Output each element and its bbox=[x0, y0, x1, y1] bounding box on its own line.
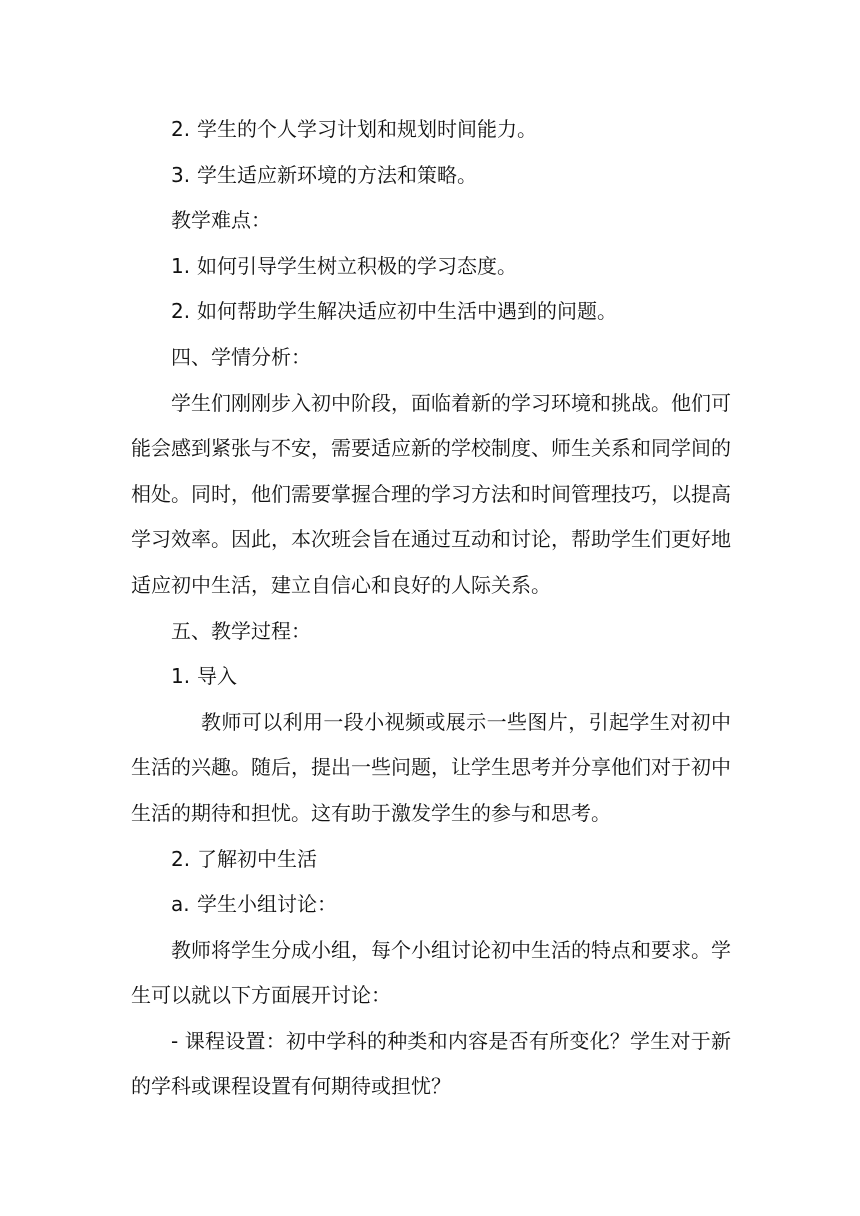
list-text: 学生适应新环境的方法和策略。 bbox=[197, 162, 477, 187]
list-text: 学生小组讨论： bbox=[197, 892, 337, 917]
list-number: 2. bbox=[171, 846, 191, 871]
step-2-heading bbox=[131, 837, 731, 883]
list-text: 学生的个人学习计划和规划时间能力。 bbox=[197, 117, 537, 141]
bullet-course-settings: - 课程设置：初中学科的种类和内容是否有所变化？学生对于新的学科或课程设置有何期待或担忧？ bbox=[131, 1028, 731, 1099]
list-number: 1. bbox=[171, 253, 191, 278]
list-number: a. bbox=[171, 892, 190, 917]
step-2a-paragraph: 教师将学生分成小组，每个小组讨论初中生活的特点和要求。学生可以就以下方面展开讨论： bbox=[131, 937, 731, 1008]
list-number: 2. bbox=[171, 117, 191, 141]
list-number: 3. bbox=[171, 162, 191, 187]
step-1-paragraph: 教师可以利用一段小视频或展示一些图片，引起学生对初中生活的兴趣。随后，提出一些问题，让学生思考并分享他们对于初中生活的期待和担忧。这有助于激发学生的参与和思考。 bbox=[131, 709, 731, 825]
focus-item-2 bbox=[131, 107, 731, 153]
focus-item-3 bbox=[131, 153, 731, 199]
difficulty-item-1 bbox=[131, 244, 731, 290]
section-4-heading: 四、学情分析： bbox=[171, 344, 311, 369]
section-5-heading: 五、教学过程： bbox=[171, 618, 311, 643]
document-body bbox=[131, 107, 731, 1110]
list-text: 如何帮助学生解决适应初中生活中遇到的问题。 bbox=[197, 299, 617, 324]
step-1-heading bbox=[131, 654, 731, 700]
list-text: 了解初中生活 bbox=[197, 846, 317, 871]
difficulty-heading: 教学难点： bbox=[171, 208, 271, 233]
list-number: 1. bbox=[171, 664, 191, 689]
difficulty-item-2 bbox=[131, 289, 731, 335]
step-2a-heading bbox=[131, 882, 731, 928]
list-number: 2. bbox=[171, 299, 191, 324]
list-text: 如何引导学生树立积极的学习态度。 bbox=[197, 253, 517, 278]
list-text: 导入 bbox=[197, 664, 237, 689]
section-4-paragraph: 学生们刚刚步入初中阶段，面临着新的学习环境和挑战。他们可能会感到紧张与不安，需要适应新的学校制度、师生关系和同学间的相处。同时，他们需要掌握合理的学习方法和时间管理技巧，以提高学习效率。因此，本次班会旨在通过互动和讨论，帮助学生们更好地适应初中生活，建立自信心和良好的人际关系。 bbox=[131, 390, 731, 597]
